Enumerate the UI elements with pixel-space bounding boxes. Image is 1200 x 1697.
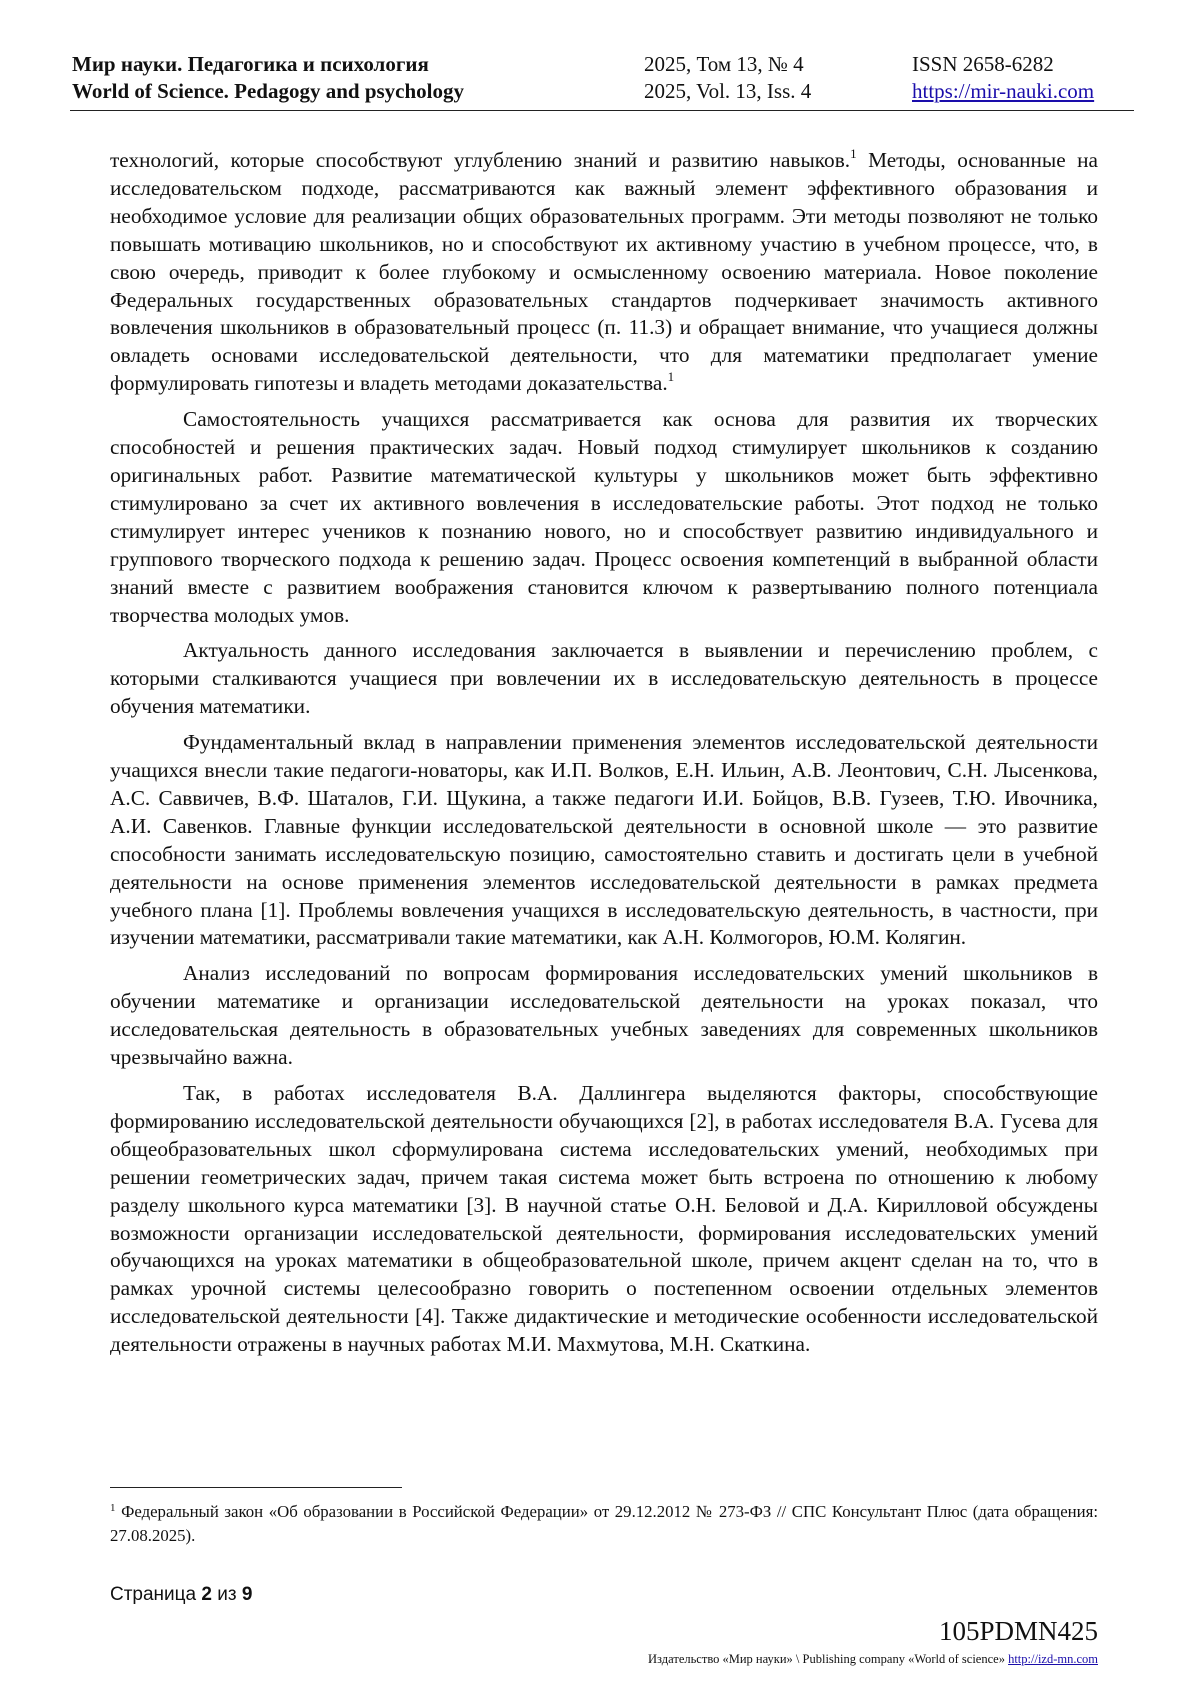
issn: ISSN 2658-6282: [912, 52, 1054, 76]
paragraph-4: Фундаментальный вклад в направлении применения элементов исследовательской деятельности учащихся внесли такие педагоги-новаторы, как И.П. Волков, Е.Н. Ильин, А.В. Леонтович, С.Н. Лысенкова, А.С. Саввичев, В.Ф. Шаталов, Г.И. Щукина, а также педагоги И.И. Бойцов, В.В. Гузеев, Т.Ю. Ивочника, А.И. Савенков. Главные функции исследовательской деятельности в основной школе — это развитие способности занимать исследовательскую позицию, самостоятельно ставить и достигать цели в учебной деятельности на основе применения элементов исследовательской деятельности в рамках предмета учебного плана [1]. Проблемы вовлечения учащихся в исследовательскую деятельность, в частности, при изучении математики, рассматривали такие математики, как А.Н. Колмогоров, Ю.М. Колягин.: [110, 730, 1098, 950]
footnote-divider: [110, 1487, 402, 1488]
journal-title-ru: Мир науки. Педагогика и психология: [72, 52, 429, 76]
paragraph-6: Так, в работах исследователя В.А. Даллингера выделяются факторы, способствующие формированию исследовательской деятельности обучающихся [2], в работах исследователя В.А. Гусева для общеобразовательных школ сформулирована система исследовательских умений, необходимых при решении геометрических задач, причем такая система может быть встроена по отношению к любому разделу школьного курса математики [3]. В научной статье О.Н. Беловой и Д.А. Кирилловой обсуждены возможности организации исследовательской деятельности, формирования исследовательских умений обучающихся на уроках математики в общеобразовательной школе, причем акцент сделан на то, что в рамках урочной системы целесообразно говорить о постепенном освоении отдельных элементов исследовательской деятельности [4]. Также дидактические и методические особенности исследовательской деятельности отражены в научных работах М.И. Махмутова, М.Н. Скаткина.: [110, 1081, 1098, 1357]
total-pages: 9: [241, 1584, 253, 1605]
publisher-link[interactable]: http://izd-mn.com: [1008, 1652, 1098, 1666]
journal-url-link[interactable]: https://mir-nauki.com: [912, 79, 1095, 103]
footnote-text: Федеральный закон «Об образовании в Российской Федерации» от 29.12.2012 № 273-ФЗ // СПС Консультант Плюс (дата обращения: 27.08.2025).: [110, 1502, 1098, 1545]
paragraph-1: технологий, которые способствуют углублению знаний и развитию навыков.$^1$ Методы, основанные на исследовательском подходе, рассматриваются как важный элемент эффективного образования и необходимое условие для реализации общих образовательных программ. Эти методы позволяют не только повышать мотивацию школьников, но и способствуют их активному участию в учебном процессе, что, в свою очередь, приводит к более глубокому и осмысленному освоению материала. Новое поколение Федеральных государственных образовательных стандартов подчеркивает значимость активного вовлечения школьников в образовательный процесс (п. 11.3) и обращает внимание, что учащиеся должны овладеть основами исследовательской деятельности, что для математики предполагает умение формулировать гипотезы и владеть методами доказательства.$^1$: [110, 146, 1098, 396]
issue-info: [644, 51, 811, 105]
footnote-mark: 1: [110, 1502, 116, 1514]
issue-info-ru: 2025, Том 13, № 4: [644, 52, 804, 76]
paragraph-5: Анализ исследований по вопросам формирования исследовательских умений школьников в обучении математике и организации исследовательской деятельности на уроках показал, что исследовательская деятельность в образовательных учебных заведениях для современных школьников чрезвычайно важна.: [110, 961, 1098, 1070]
paragraph-3: Актуальность данного исследования заключается в выявлении и перечислению проблем, с которыми сталкиваются учащиеся при вовлечении их в исследовательскую деятельность в процессе обучения математики.: [110, 638, 1098, 719]
footnote-ref[interactable]: 1: [667, 369, 675, 385]
publisher-line: Издательство «Мир науки» \ Publishing company «World of science» http://izd-mn.com: [648, 1652, 1098, 1666]
page-counter: Страница 2 из 9: [110, 1584, 253, 1605]
footnote: [110, 1500, 1098, 1548]
article-code: 105PDMN425: [938, 1616, 1098, 1646]
journal-title-en: World of Science. Pedagogy and psychology: [72, 79, 465, 103]
journal-title: [72, 51, 464, 105]
header-divider: [70, 110, 1134, 111]
article-body: [110, 147, 1098, 1367]
issue-info-en: 2025, Vol. 13, Iss. 4: [644, 79, 812, 103]
footnote-ref[interactable]: 1: [850, 146, 857, 161]
current-page: 2: [201, 1584, 212, 1605]
paragraph-2: Самостоятельность учащихся рассматривается как основа для развития их творческих способностей и решения практических задач. Новый подход стимулирует школьников к созданию оригинальных работ. Развитие математической культуры у школьников может быть эффективно стимулировано за счет их активного вовлечения в исследовательские работы. Этот подход не только стимулирует интерес учеников к познанию нового, но и способствует развитию индивидуального и группового творческого подхода к решению задач. Процесс освоения компетенций в выбранной области знаний вместе с развитием воображения становится ключом к развертыванию полного потенциала творчества молодых умов.: [110, 407, 1098, 627]
issn-block: [912, 51, 1094, 105]
